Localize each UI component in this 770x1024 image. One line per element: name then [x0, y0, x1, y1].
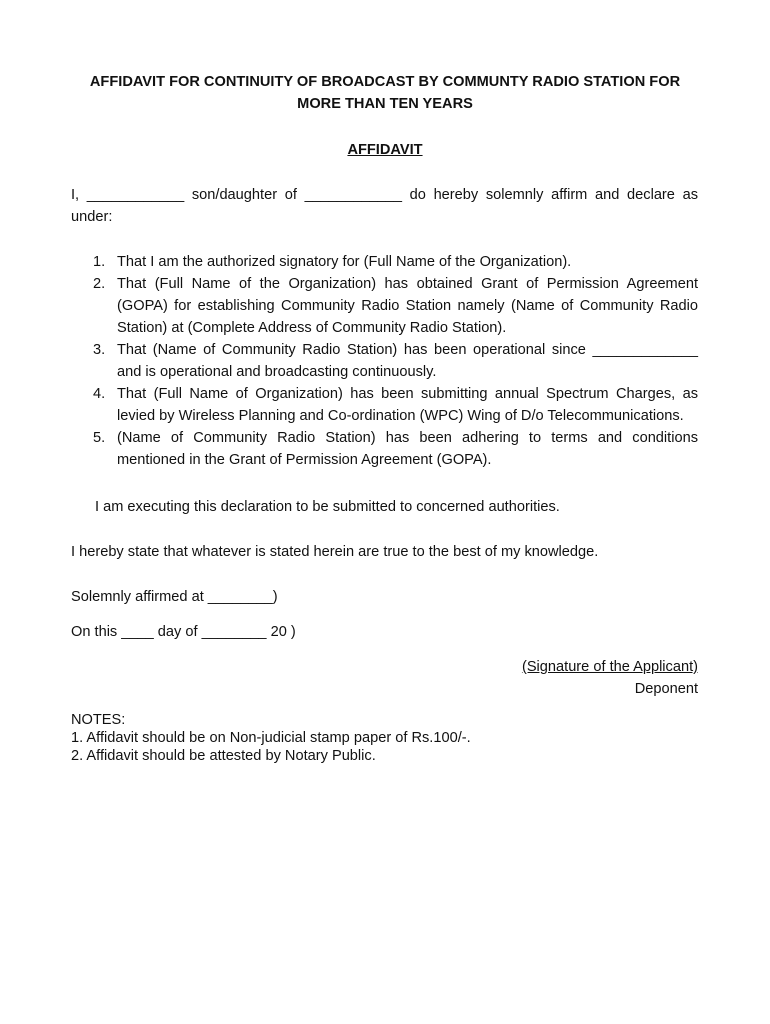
signature-label: (Signature of the Applicant) [521, 659, 698, 675]
list-item-text: That I am the authorized signatory for (Full Name of the Organization). [117, 254, 572, 270]
deponent-label: Deponent [634, 681, 698, 697]
affirmed-at-line: Solemnly affirmed at ________) [71, 589, 278, 605]
declaration-list [71, 251, 698, 471]
document-title [60, 71, 710, 115]
executing-statement: I am executing this declaration to be submitted to concerned authorities. [95, 499, 560, 515]
signature-block [522, 656, 698, 700]
notes-heading: NOTES: [71, 712, 126, 728]
declaration-intro: I, ____________ son/daughter of ____________ do hereby solemnly affirm and declare as under: [71, 187, 698, 225]
list-item [71, 273, 698, 339]
list-item [71, 427, 698, 471]
list-item [71, 339, 698, 383]
title-line-2: MORE THAN TEN YEARS [297, 96, 473, 112]
title-line-1: AFFIDAVIT FOR CONTINUITY OF BROADCAST BY COMMUNTY RADIO STATION FOR [89, 74, 681, 90]
note-item: 1. Affidavit should be on Non-judicial stamp paper of Rs.100/-. [71, 730, 471, 746]
list-item-number: 4. [93, 386, 106, 402]
list-item-text: (Name of Community Radio Station) has been adhering to terms and conditions mentioned in the Grant of Permission Agreement (GOPA). [117, 430, 698, 468]
list-item-number: 2. [93, 276, 106, 292]
date-line: On this ____ day of ________ 20 ) [71, 624, 296, 640]
affidavit-heading: AFFIDAVIT [347, 142, 423, 158]
list-item [71, 383, 698, 427]
notes-section [71, 711, 471, 765]
truth-statement: I hereby state that whatever is stated herein are true to the best of my knowledge. [71, 544, 599, 560]
list-item-number: 3. [93, 342, 106, 358]
list-item [71, 251, 698, 273]
list-item-text: That (Name of Community Radio Station) has been operational since _____________ and is operational and broadcasting continuously. [117, 342, 698, 380]
list-item-text: That (Full Name of Organization) has been submitting annual Spectrum Charges, as levied by Wireless Planning and Co-ordination (WPC) Wing of D/o Telecommunications. [117, 386, 698, 424]
list-item-number: 5. [93, 430, 106, 446]
note-item: 2. Affidavit should be attested by Notary Public. [71, 748, 376, 764]
list-item-text: That (Full Name of the Organization) has obtained Grant of Permission Agreement (GOPA) for establishing Community Radio Station namely (Name of Community Radio Station) at (Complete Address of Community Radio Station). [117, 276, 698, 336]
list-item-number: 1. [93, 254, 106, 270]
